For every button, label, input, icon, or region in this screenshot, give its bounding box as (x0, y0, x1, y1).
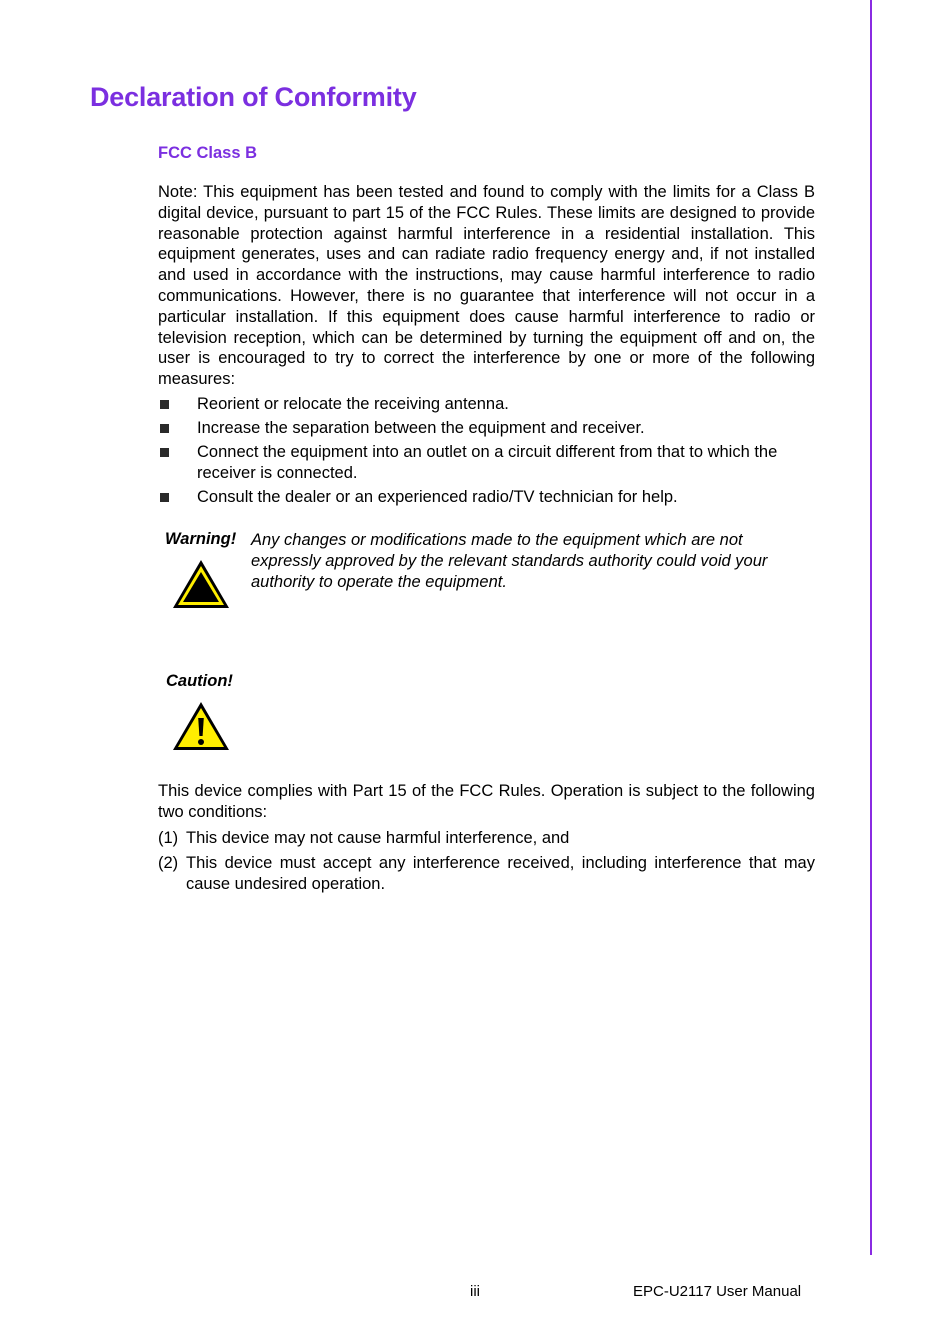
square-bullet-icon (160, 424, 169, 433)
section-title: FCC Class B (158, 144, 258, 162)
measure-text: Connect the equipment into an outlet on a circuit different from that to which the receiver is connected. (197, 442, 778, 482)
caution-label: Caution! (166, 672, 233, 690)
list-item (158, 394, 815, 415)
side-rule (870, 0, 872, 1255)
measure-text: Increase the separation between the equipment and receiver. (197, 418, 645, 437)
warning-text: Any changes or modifications made to the equipment which are not expressly approved by the relevant standards authority could void your authority to operate the equipment. (251, 531, 768, 591)
fcc-note-paragraph: Note: This equipment has been tested and found to comply with the limits for a Class B digital device, pursuant to part 15 of the FCC Rules. These limits are designed to provide reasonable protection against harmful interference in a residential installation. This equipment generates, uses and can radiate radio frequency energy and, if not installed and used in accordance with the instructions, may cause harmful interference to radio communications. However, there is no guarantee that interference will not occur in a particular installation. If this equipment does cause harmful interference to radio or television reception, which can be determined by turning the equipment off and on, the user is encouraged to try to correct the interference by one or more of the following measures: (158, 183, 815, 389)
caution-triangle-icon (171, 700, 231, 752)
manual-title: EPC-U2117 User Manual (633, 1283, 802, 1300)
list-item (158, 828, 815, 849)
conditions-list (158, 828, 815, 898)
square-bullet-icon (160, 493, 169, 502)
square-bullet-icon (160, 400, 169, 409)
page-title: Declaration of Conformity (90, 82, 417, 112)
warning-triangle-icon (171, 558, 231, 610)
measure-text: Consult the dealer or an experienced radio/TV technician for help. (197, 487, 678, 506)
measures-list (158, 394, 815, 511)
condition-text: This device must accept any interference received, including interference that may cause undesired operation. (186, 853, 815, 893)
list-item (158, 487, 815, 508)
condition-number: (1) (158, 829, 179, 847)
list-item (158, 442, 815, 484)
list-item (158, 853, 815, 895)
warning-label: Warning! (165, 530, 237, 548)
measure-text: Reorient or relocate the receiving antenna. (197, 395, 509, 413)
compliance-paragraph: This device complies with Part 15 of the FCC Rules. Operation is subject to the following two conditions: (158, 782, 815, 821)
list-item (158, 418, 815, 439)
condition-text: This device may not cause harmful interference, and (186, 829, 570, 847)
square-bullet-icon (160, 448, 169, 457)
page-number: iii (470, 1283, 480, 1300)
condition-number: (2) (158, 853, 179, 872)
